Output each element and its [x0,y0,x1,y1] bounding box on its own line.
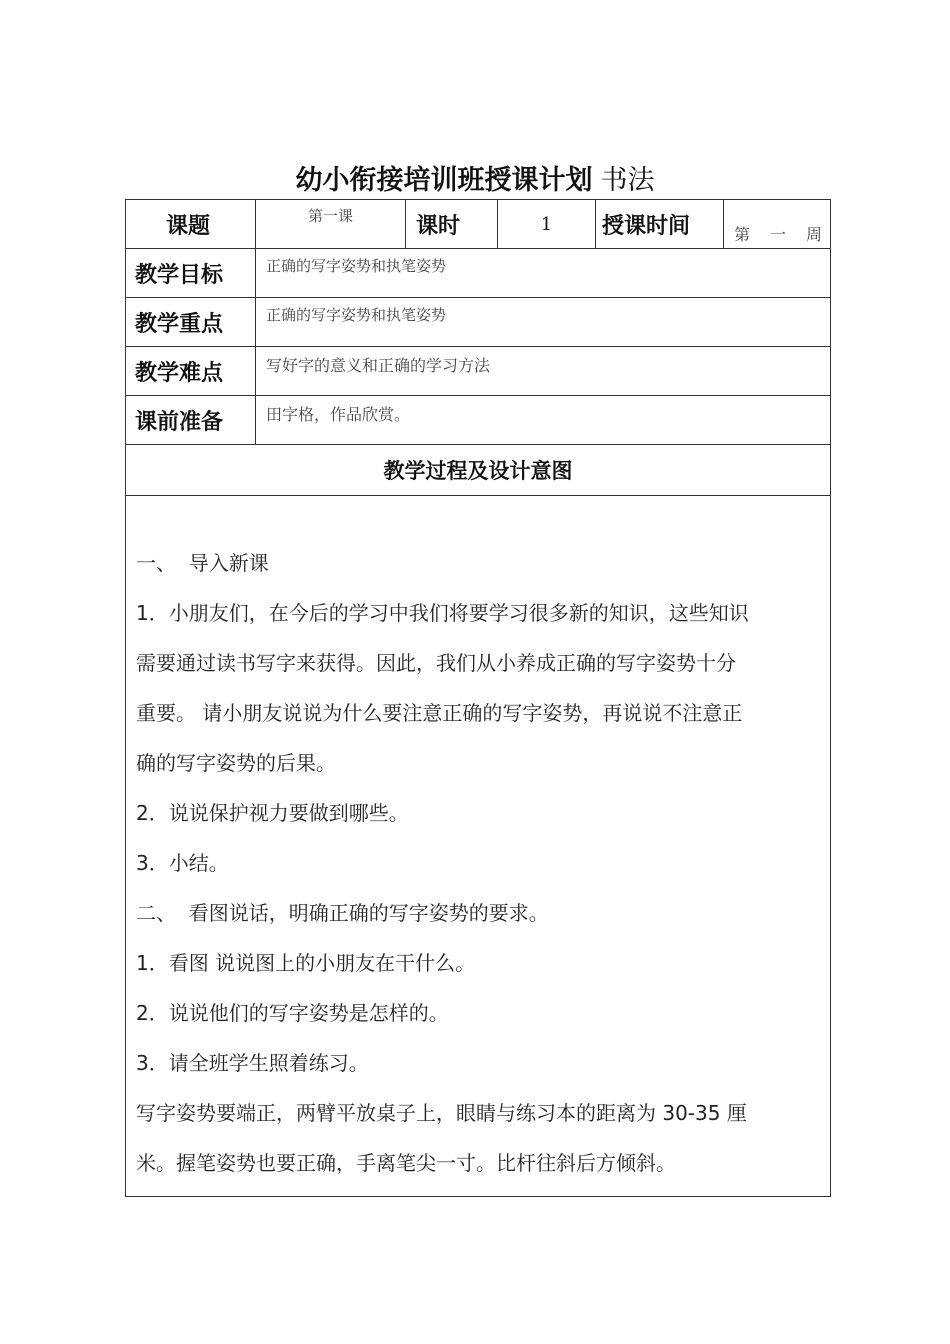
key-point-label: 教学重点 [126,298,256,347]
process-line: 1．小朋友们，在今后的学习中我们将要学习很多新的知识，这些知识 [136,601,749,625]
process-line: 2．说说他们的写字姿势是怎样的。 [136,1001,449,1025]
page-title [0,158,950,197]
topic-value: 第一课 [256,200,406,249]
title-main: 幼小衔接培训班授课计划 [295,165,593,196]
difficulty-value: 写好字的意义和正确的学习方法 [256,347,831,396]
process-heading: 教学过程及设计意图 [126,445,831,496]
preparation-label: 课前准备 [126,396,256,445]
lesson-plan-table [125,199,831,1197]
week-cell [724,200,831,249]
process-heading-row [126,445,831,496]
process-body-row [126,496,831,1197]
process-line: 米。握笔姿势也要正确，手离笔尖一寸。比杆往斜后方倾斜。 [136,1151,676,1175]
difficulty-row [126,347,831,396]
process-line: 二、 看图说话，明确正确的写字姿势的要求。 [136,901,549,925]
objective-row [126,249,831,298]
topic-label: 课题 [126,200,256,249]
title-subject: 书法 [600,165,655,196]
preparation-value: 田字格，作品欣赏。 [256,396,831,445]
process-line: 重要。 请小朋友说说为什么要注意正确的写字姿势，再说说不注意正 [136,701,743,725]
time-label: 授课时间 [596,200,724,249]
process-line: 需要通过读书写字来获得。因此，我们从小养成正确的写字姿势十分 [136,651,736,675]
objective-label: 教学目标 [126,249,256,298]
process-line: 1．看图 说说图上的小朋友在干什么。 [136,951,476,975]
process-body [126,496,831,1197]
preparation-row [126,396,831,445]
key-point-row [126,298,831,347]
key-point-value: 正确的写字姿势和执笔姿势 [256,298,831,347]
process-line: 3．请全班学生照着练习。 [136,1051,369,1075]
difficulty-label: 教学难点 [126,347,256,396]
objective-value: 正确的写字姿势和执笔姿势 [256,249,831,298]
process-line: 确的写字姿势的后果。 [136,751,336,775]
process-line: 2．说说保护视力要做到哪些。 [136,801,409,825]
process-line: 一、 导入新课 [136,551,269,575]
hours-label: 课时 [406,200,498,249]
info-row [126,200,831,249]
process-line: 写字姿势要端正，两臂平放桌子上，眼睛与练习本的距离为 30-35 厘 [136,1101,747,1125]
week-value: 第 一 周 [734,225,822,244]
process-line: 3．小结。 [136,851,229,875]
hours-value: 1 [498,200,596,249]
